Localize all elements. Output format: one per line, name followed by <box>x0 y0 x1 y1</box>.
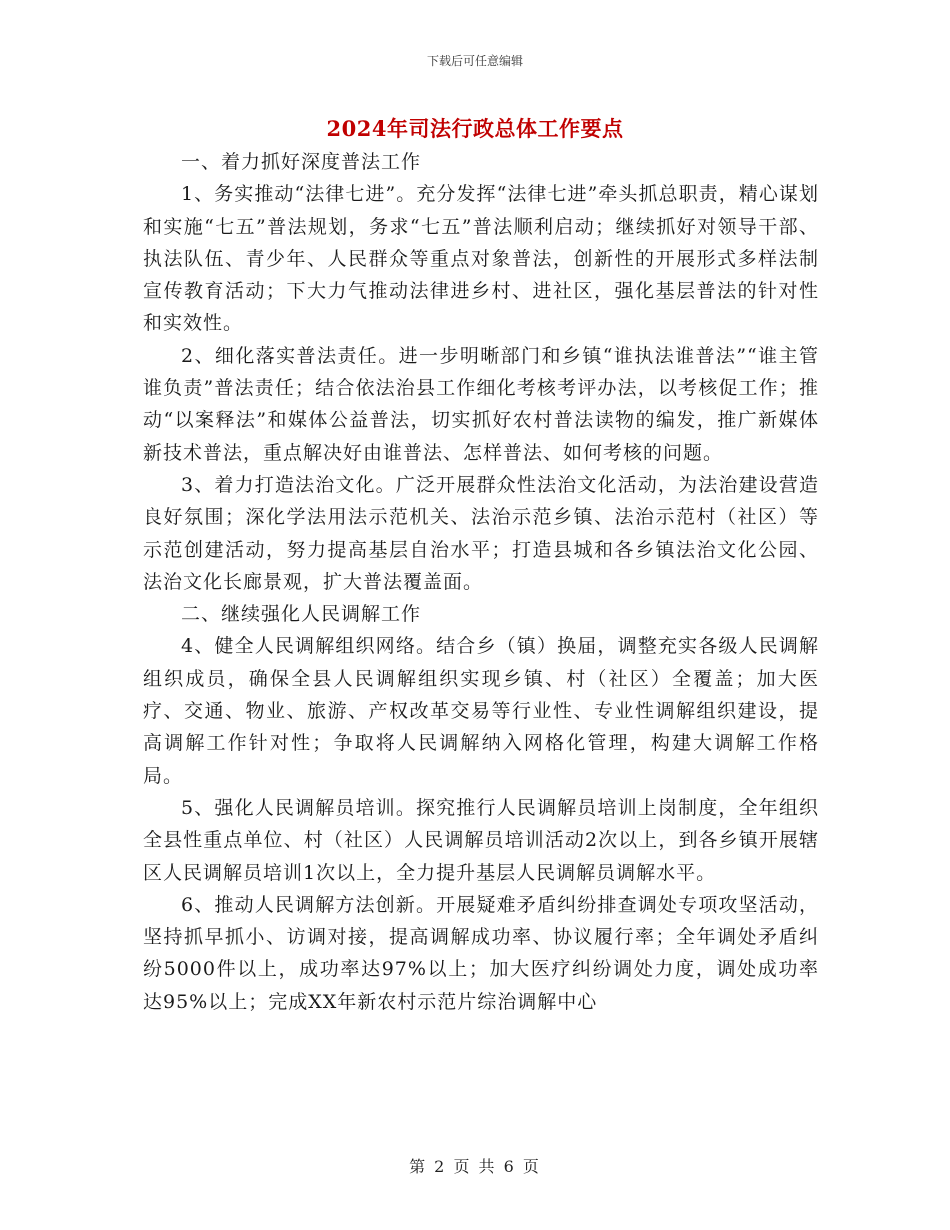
page-footer: 第 2 页 共 6 页 <box>409 1157 541 1176</box>
body-paragraph: 2、细化落实普法责任。进一步明晰部门和乡镇“谁执法谁普法”“谁主管谁负责”普法责任；结合依法治县工作细化考核考评办法，以考核促工作；推动“以案释法”和媒体公益普法，切实抓好农村普法读物的编发，推广新媒体新技术普法，重点解决好由谁普法、怎样普法、如何考核的问题。 <box>143 344 819 464</box>
body-paragraph: 1、务实推动“法律七进”。充分发挥“法律七进”牵头抓总职责，精心谋划和实施“七五”普法规划，务求“七五”普法顺利启动；继续抓好对领导干部、执法队伍、青少年、人民群众等重点对象普法，创新性的开展形式多样法制宣传教育活动；下大力气推动法律进乡村、进社区，强化基层普法的针对性和实效性。 <box>143 183 819 335</box>
section-heading: 二、继续强化人民调解工作 <box>181 603 422 626</box>
body-paragraph: 5、强化人民调解员培训。探究推行人民调解员培训上岗制度，全年组织全县性重点单位、村（社区）人民调解员培训活动2次以上，到各乡镇开展辖区人民调解员培训1次以上，全力提升基层人民调解员调解水平。 <box>143 796 819 884</box>
body-paragraph: 4、健全人民调解组织网络。结合乡（镇）换届，调整充实各级人民调解组织成员，确保全县人民调解组织实现乡镇、村（社区）全覆盖；加大医疗、交通、物业、旅游、产权改革交易等行业性、专业性调解组织建设，提高调解工作针对性；争取将人民调解纳入网格化管理，构建大调解工作格局。 <box>143 635 819 787</box>
section-heading: 一、着力抓好深度普法工作 <box>181 151 422 173</box>
header-note: 下载后可任意编辑 <box>426 54 523 68</box>
body-paragraph: 6、推动人民调解方法创新。开展疑难矛盾纠纷排查调处专项攻坚活动，坚持抓早抓小、访调对接，提高调解成功率、协议履行率；全年调处矛盾纠纷5000件以上，成功率达97%以上；加大医疗纠纷调处力度，调处成功率达95%以上；完成XX年新农村示范片综治调解中心 <box>143 893 819 1013</box>
document-title: 2024年司法行政总体工作要点 <box>326 116 624 141</box>
document-body <box>143 146 819 1018</box>
body-paragraph: 3、着力打造法治文化。广泛开展群众性法治文化活动，为法治建设营造良好氛围；深化学法用法示范机关、法治示范乡镇、法治示范村（社区）等示范创建活动，努力提高基层自治水平；打造县城和各乡镇法治文化公园、法治文化长廊景观，扩大普法覆盖面。 <box>143 473 819 593</box>
